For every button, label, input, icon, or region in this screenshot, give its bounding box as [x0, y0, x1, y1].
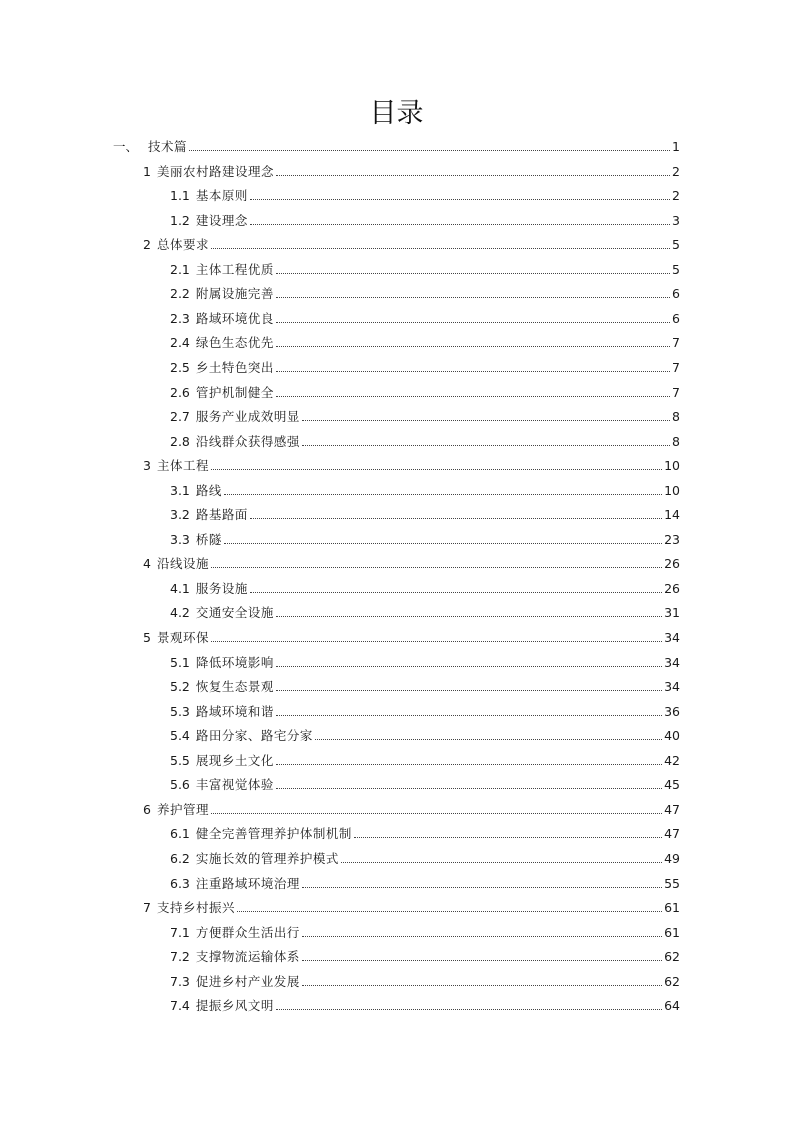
toc-entry-number: 2.6 [170, 384, 190, 400]
toc-entry[interactable] [170, 185, 680, 205]
toc-entry-label: 沿线设施 [156, 556, 209, 572]
toc-entry[interactable] [143, 161, 680, 181]
toc-entry-number: 5.4 [170, 728, 190, 744]
toc-entry-page-number: 31 [664, 605, 680, 621]
toc-entry-number: 4.1 [170, 580, 190, 596]
toc-entry[interactable] [170, 210, 680, 230]
toc-entry-label: 方便群众生活出行 [195, 924, 300, 940]
toc-entry-number: 3.3 [170, 531, 190, 547]
toc-entry-page-number: 1 [672, 139, 680, 154]
toc-dot-leader [237, 911, 662, 912]
toc-dot-leader [276, 715, 662, 716]
toc-entry[interactable] [170, 995, 680, 1015]
toc-entry[interactable] [170, 676, 680, 696]
toc-entry[interactable] [143, 799, 680, 819]
toc-entry-label: 主体工程优质 [195, 261, 274, 277]
toc-dot-leader [276, 273, 670, 274]
toc-entry-number: 2.1 [170, 261, 190, 277]
toc-entry[interactable] [143, 455, 680, 475]
toc-entry-page-number: 36 [664, 703, 680, 719]
toc-dot-leader [224, 543, 662, 544]
toc-dot-leader [276, 690, 662, 691]
toc-entry-number: 5.3 [170, 703, 190, 719]
toc-dot-leader [276, 322, 670, 323]
toc-entry[interactable] [170, 774, 680, 794]
toc-entry[interactable] [113, 136, 680, 156]
toc-entry-label: 实施长效的管理养护模式 [195, 850, 339, 866]
toc-entry[interactable] [143, 553, 680, 573]
toc-entry-page-number: 2 [672, 163, 680, 179]
toc-entry-number: 5.1 [170, 654, 190, 670]
toc-entry-number: 5.6 [170, 777, 190, 793]
toc-entry-label: 桥隧 [195, 531, 222, 547]
toc-entry[interactable] [170, 602, 680, 622]
toc-dot-leader [250, 592, 662, 593]
toc-entry-label: 养护管理 [156, 801, 209, 817]
toc-entry-number: 7.4 [170, 998, 190, 1014]
toc-entry-label: 降低环境影响 [195, 654, 274, 670]
toc-entry[interactable] [170, 308, 680, 328]
toc-entry[interactable] [170, 529, 680, 549]
toc-dot-leader [302, 936, 662, 937]
toc-entry-page-number: 26 [664, 580, 680, 596]
toc-entry-page-number: 8 [672, 433, 680, 449]
toc-entry-number: 2.2 [170, 286, 190, 302]
toc-entry-page-number: 62 [664, 973, 680, 989]
toc-dot-leader [250, 224, 670, 225]
toc-entry-label: 建设理念 [195, 212, 248, 228]
toc-entry-label: 丰富视觉体验 [195, 777, 274, 793]
toc-entry-label: 附属设施完善 [195, 286, 274, 302]
toc-dot-leader [302, 445, 670, 446]
toc-entry[interactable] [170, 578, 680, 598]
toc-entry-label: 路域环境优良 [195, 310, 274, 326]
toc-entry-page-number: 61 [664, 924, 680, 940]
toc-entry-number: 2.7 [170, 409, 190, 425]
toc-dot-leader [224, 494, 662, 495]
toc-entry-page-number: 6 [672, 310, 680, 326]
toc-dot-leader [211, 469, 662, 470]
toc-entry[interactable] [170, 480, 680, 500]
toc-dot-leader [276, 616, 662, 617]
toc-dot-leader [276, 396, 670, 397]
toc-entry-page-number: 47 [664, 826, 680, 842]
toc-entry-label: 恢复生态景观 [195, 679, 274, 695]
toc-entry-number: 6.2 [170, 850, 190, 866]
toc-dot-leader [315, 739, 662, 740]
toc-dot-leader [276, 764, 662, 765]
toc-entry[interactable] [170, 873, 680, 893]
toc-entry[interactable] [170, 431, 680, 451]
toc-entry-page-number: 34 [664, 630, 680, 645]
toc-entry-number: 2.5 [170, 359, 190, 375]
toc-entry-label: 促进乡村产业发展 [195, 973, 300, 989]
toc-entry-label: 支撑物流运输体系 [195, 949, 300, 965]
toc-entry[interactable] [143, 897, 680, 917]
toc-entry-page-number: 2 [672, 188, 680, 204]
toc-entry-page-number: 40 [664, 728, 680, 744]
toc-dot-leader [211, 567, 662, 568]
toc-entry-number: 7.3 [170, 973, 190, 989]
toc-dot-leader [302, 960, 662, 961]
toc-entry[interactable] [170, 504, 680, 524]
toc-entry[interactable] [170, 357, 680, 377]
toc-entry-label: 健全完善管理养护体制机制 [195, 826, 352, 842]
toc-entry-page-number: 8 [672, 409, 680, 425]
toc-entry-page-number: 5 [672, 261, 680, 277]
toc-dot-leader [276, 371, 670, 372]
toc-entry-page-number: 6 [672, 286, 680, 302]
toc-entry-number: 1 [143, 163, 151, 179]
toc-entry-number: 2 [143, 237, 151, 253]
toc-dot-leader [276, 175, 670, 176]
toc-entry[interactable] [170, 848, 680, 868]
toc-dot-leader [276, 788, 662, 789]
toc-entry-number: 5.5 [170, 752, 190, 768]
toc-entry-number: 6.3 [170, 875, 190, 891]
toc-entry-page-number: 10 [664, 482, 680, 498]
toc-entry-page-number: 26 [664, 556, 680, 572]
toc-entry-label: 基本原则 [195, 188, 248, 204]
page-title: 目录 [369, 98, 424, 129]
toc-entry-label: 美丽农村路建设理念 [156, 163, 274, 179]
toc-entry-number: 6.1 [170, 826, 190, 842]
toc-entry-label: 景观环保 [156, 630, 209, 645]
toc-entry-number: 7.2 [170, 949, 190, 965]
toc-dot-leader [211, 813, 662, 814]
toc-entry[interactable] [170, 750, 680, 770]
toc-entry-label: 服务设施 [195, 580, 248, 596]
toc-entry-number: 7.1 [170, 924, 190, 940]
toc-entry[interactable] [170, 283, 680, 303]
toc-entry-number: 3 [143, 458, 151, 474]
toc-dot-leader [211, 641, 662, 642]
toc-entry-label: 注重路域环境治理 [195, 875, 300, 891]
toc-dot-leader [276, 297, 670, 298]
toc-entry-number: 3.1 [170, 482, 190, 498]
toc-entry-page-number: 3 [672, 212, 680, 228]
toc-entry-number: 7 [143, 900, 151, 916]
toc-entry-number: 6 [143, 801, 151, 817]
toc-entry-page-number: 14 [664, 507, 680, 523]
toc-entry-label: 总体要求 [156, 237, 209, 253]
toc-entry-label: 技术篇 [148, 139, 188, 154]
toc-dot-leader [302, 887, 662, 888]
toc-entry-label: 主体工程 [156, 458, 209, 474]
toc-entry-page-number: 61 [664, 900, 680, 916]
toc-dot-leader [189, 150, 670, 151]
toc-entry-page-number: 64 [664, 998, 680, 1014]
toc-entry-number: 5 [143, 630, 151, 645]
toc-dot-leader [276, 346, 670, 347]
toc-entry[interactable] [170, 946, 680, 966]
toc-entry[interactable] [170, 823, 680, 843]
toc-entry-number: 2.3 [170, 310, 190, 326]
toc-entry-label: 管护机制健全 [195, 384, 274, 400]
toc-entry[interactable] [143, 627, 680, 647]
toc-entry-number: 5.2 [170, 679, 190, 695]
toc-entry[interactable] [170, 922, 680, 942]
toc-entry-label: 路基路面 [195, 507, 248, 523]
toc-entry[interactable] [170, 406, 680, 426]
toc-dot-leader [354, 837, 662, 838]
toc-entry-label: 服务产业成效明显 [195, 409, 300, 425]
toc-entry-number: 2.4 [170, 335, 190, 351]
toc-dot-leader [341, 862, 662, 863]
toc-entry-page-number: 23 [664, 531, 680, 547]
toc-entry-label: 提振乡风文明 [195, 998, 274, 1014]
toc-entry-page-number: 7 [672, 359, 680, 375]
toc-entry-number: 1.1 [170, 188, 190, 204]
toc-entry-label: 路线 [195, 482, 222, 498]
toc-dot-leader [276, 1009, 662, 1010]
toc-dot-leader [211, 248, 670, 249]
toc-entry[interactable] [170, 971, 680, 991]
toc-entry-page-number: 7 [672, 335, 680, 351]
toc-entry-page-number: 55 [664, 875, 680, 891]
toc-entry-number: 3.2 [170, 507, 190, 523]
toc-dot-leader [250, 199, 670, 200]
toc-entry[interactable] [170, 701, 680, 721]
toc-entry-page-number: 34 [664, 654, 680, 670]
toc-entry[interactable] [170, 652, 680, 672]
toc-entry-number: 4.2 [170, 605, 190, 621]
toc-entry-page-number: 7 [672, 384, 680, 400]
toc-entry-page-number: 10 [664, 458, 680, 474]
toc-entry[interactable] [170, 332, 680, 352]
toc-entry-number: 4 [143, 556, 151, 572]
toc-entry-label: 沿线群众获得感强 [195, 433, 300, 449]
toc-entry[interactable] [143, 234, 680, 254]
toc-dot-leader [302, 420, 670, 421]
toc-entry-label: 乡土特色突出 [195, 359, 274, 375]
toc-entry-page-number: 62 [664, 949, 680, 965]
toc-entry[interactable] [170, 725, 680, 745]
toc-entry-page-number: 42 [664, 752, 680, 768]
toc-entry-page-number: 45 [664, 777, 680, 793]
toc-entry-label: 交通安全设施 [195, 605, 274, 621]
toc-entry-page-number: 34 [664, 679, 680, 695]
toc-entry-label: 绿色生态优先 [195, 335, 274, 351]
toc-entry[interactable] [170, 259, 680, 279]
toc-dot-leader [276, 666, 662, 667]
toc-entry-page-number: 47 [664, 801, 680, 817]
toc-entry-number: 1.2 [170, 212, 190, 228]
toc-entry[interactable] [170, 382, 680, 402]
toc-entry-page-number: 5 [672, 237, 680, 253]
toc-entry-number: 一、 [113, 139, 139, 154]
toc-dot-leader [250, 518, 662, 519]
toc-entry-label: 支持乡村振兴 [156, 900, 235, 916]
toc-entry-label: 路域环境和谐 [195, 703, 274, 719]
toc-entry-page-number: 49 [664, 850, 680, 866]
toc-entry-label: 展现乡土文化 [195, 752, 274, 768]
toc-entry-number: 2.8 [170, 433, 190, 449]
toc-entry-label: 路田分家、路宅分家 [195, 728, 313, 744]
toc-dot-leader [302, 985, 662, 986]
